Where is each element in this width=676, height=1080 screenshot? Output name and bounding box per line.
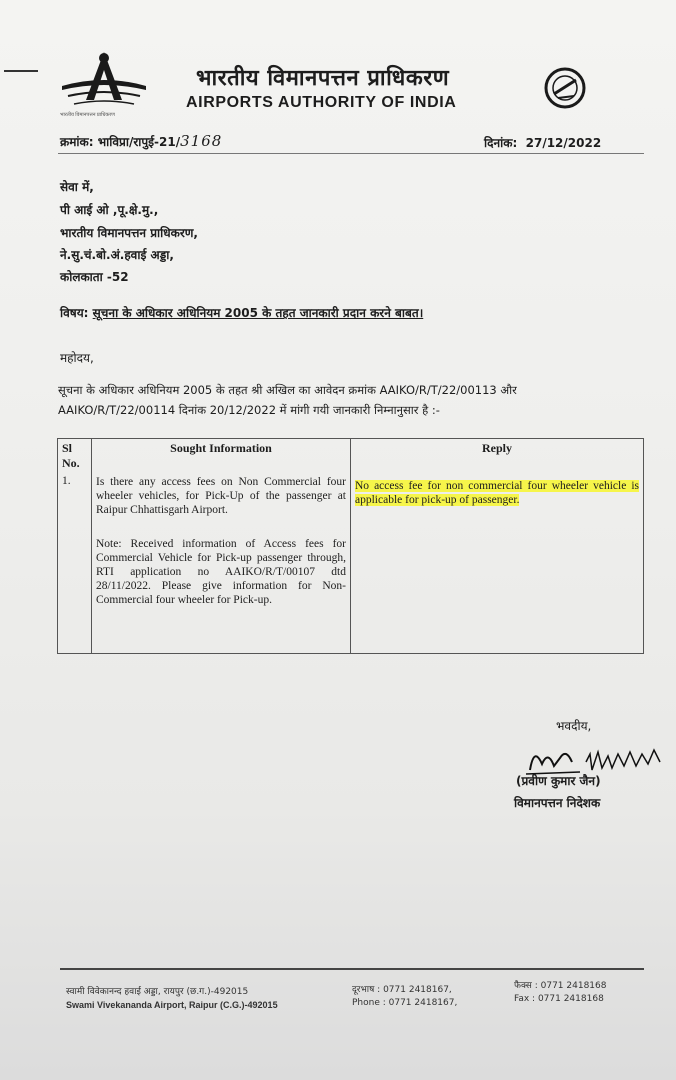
row-sought — [92, 473, 351, 654]
subject-line — [60, 304, 423, 321]
reference-label: क्रमांक: भाविप्रा/रापुई-21/ — [60, 135, 181, 149]
date-value: 27/12/2022 — [525, 136, 602, 150]
row-reply — [351, 473, 644, 654]
org-title-hindi: भारतीय विमानपत्तन प्राधिकरण — [196, 66, 450, 91]
footer-phone-english: Phone : 0771 2418167, — [352, 998, 458, 1008]
information-table — [57, 438, 644, 654]
org-title-english: AIRPORTS AUTHORITY OF INDIA — [186, 94, 457, 111]
row-sl: 1. — [58, 473, 92, 654]
footer-fax-english: Fax : 0771 2418168 — [514, 994, 604, 1004]
sought-question: Is there any access fees on Non Commercial four wheeler vehicles, for Pick-Up of the passenger at Raipur Chhattisgarh Airport. — [96, 476, 346, 516]
address-line: ने.सु.चं.बो.अं.हवाई अड्डा, — [60, 248, 174, 262]
footer-address-hindi: स्वामी विवेकानन्द हवाई अड्डा, रायपुर (छ.ग.)-492015 — [66, 987, 249, 997]
header-rule — [58, 153, 644, 154]
aai-logo-icon — [58, 48, 150, 118]
reply-text: No access fee for non commercial four wheeler vehicle is applicable for pick-up of passenger. — [355, 480, 639, 506]
logo-caption: भारतीय विमानपत्तन प्राधिकरण — [60, 112, 115, 118]
body-line-2: AAIKO/R/T/22/00114 दिनांक 20/12/2022 में मांगी गयी जानकारी निम्नानुसार है :- — [58, 403, 440, 417]
reference-handwritten: 3168 — [180, 132, 223, 150]
letter-date — [484, 134, 601, 151]
header-sl: Sl No. — [58, 439, 92, 474]
body-line-1: सूचना के अधिकार अधिनियम 2005 के तहत श्री अखिल का आवेदन क्रमांक AAIKO/R/T/22/00113 और — [58, 383, 517, 397]
address-line: कोलकाता -52 — [60, 270, 129, 284]
address-line: भारतीय विमानपत्तन प्राधिकरण, — [60, 226, 198, 240]
salutation: महोदय, — [60, 351, 94, 365]
reference-number — [60, 132, 222, 150]
footer-phone-hindi: दूरभाष : 0771 2418167, — [352, 985, 452, 995]
signatory-name: (प्रवीण कुमार जैन) — [516, 774, 601, 788]
tcl-seal-icon — [530, 66, 600, 110]
subject-text: सूचना के अधिकार अधिनियम 2005 के तहत जानकारी प्रदान करने बाबत। — [92, 306, 424, 320]
margin-mark — [4, 70, 38, 72]
footer-address-english: Swami Vivekananda Airport, Raipur (C.G.)-492015 — [66, 1000, 278, 1010]
address-line: पी आई ओ ,पू.क्षे.मु., — [60, 203, 159, 217]
header-reply: Reply — [351, 439, 644, 474]
date-label: दिनांक: — [484, 136, 518, 150]
table-row — [58, 473, 644, 654]
header-sought: Sought Information — [92, 439, 351, 474]
address-line: सेवा में, — [60, 180, 94, 194]
closing: भवदीय, — [556, 719, 592, 733]
signatory-designation: विमानपत्तन निदेशक — [514, 796, 601, 810]
subject-label: विषय: — [60, 306, 89, 320]
table-header-row — [58, 439, 644, 474]
footer-fax-hindi: फैक्स : 0771 2418168 — [514, 981, 607, 991]
sought-note: Note: Received information of Access fees for Commercial Vehicle for Pick-up passenger through, RTI application no AAIKO/R/T/00107 dtd 28/11/2022. Please give information for Non-Commercial four wheeler for Pick-up. — [96, 538, 346, 606]
footer-rule — [60, 968, 644, 970]
